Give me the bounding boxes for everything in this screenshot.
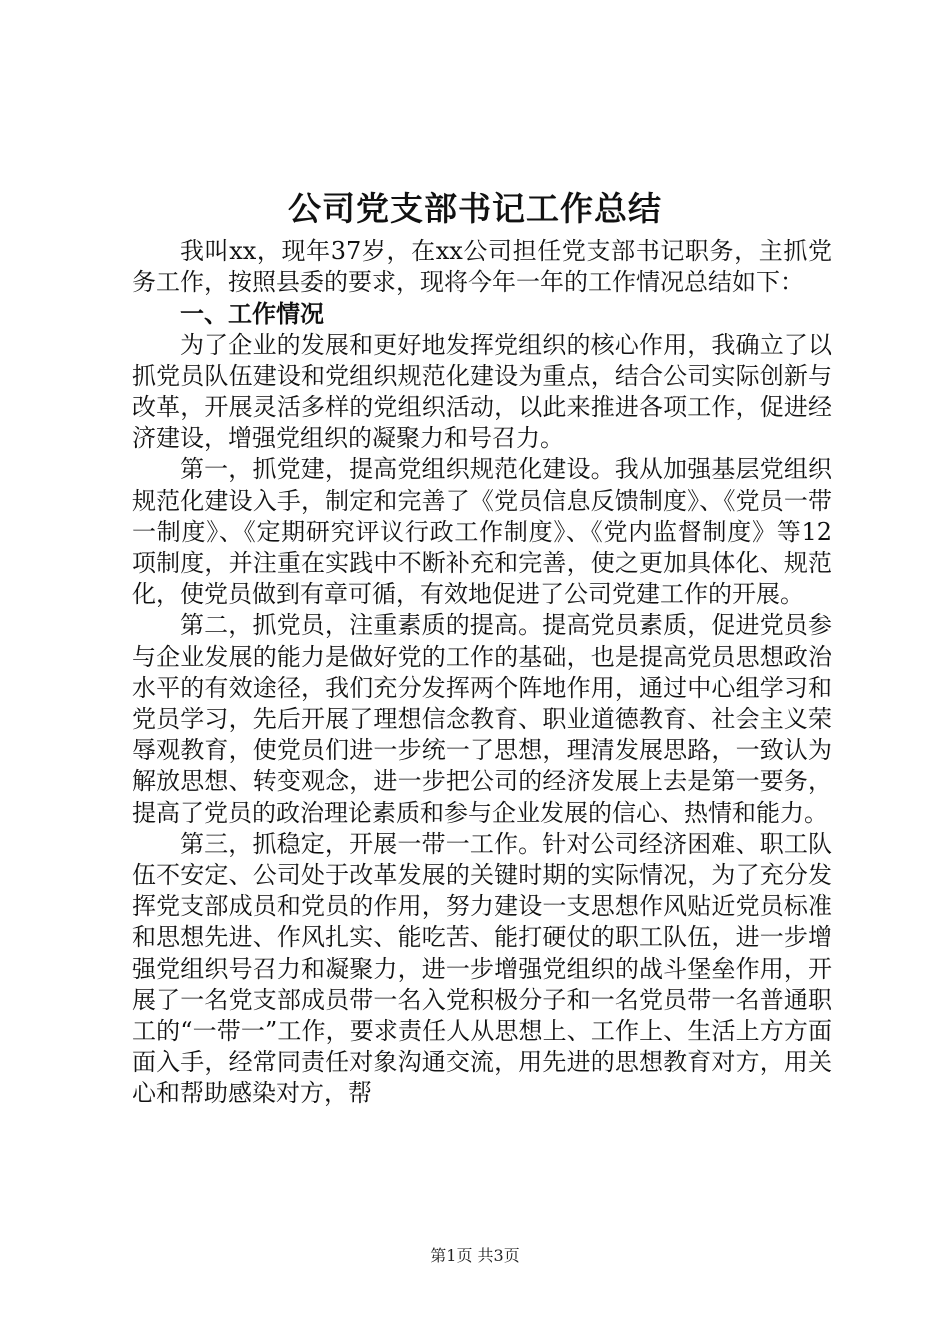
first-point-paragraph: 第一，抓党建，提高党组织规范化建设。我从加强基层党组织规范化建设入手，制定和完善了《党员信息反馈制度》、《党员一带一制度》、《定期研究评议行政工作制度》、《党内监督制度》等12项制度，并注重在实践中不断补充和完善，使之更加具体化、规范化，使党员做到有章可循，有效地促进了公司党建工作的开展。	[132, 455, 832, 609]
page-number-footer: 第1页 共3页	[430, 1246, 520, 1265]
third-point-paragraph: 第三，抓稳定，开展一带一工作。针对公司经济困难、职工队伍不安定、公司处于改革发展的关键时期的实际情况，为了充分发挥党支部成员和党员的作用，努力建设一支思想作风贴近党员标准和思想先进、作风扎实、能吃苦、能打硬仗的职工队伍，进一步增强党组织号召力和凝聚力，进一步增强党组织的战斗堡垒作用，开展了一名党支部成员带一名入党积极分子和一名党员带一名普通职工的“一带一”工作，要求责任人从思想上、工作上、生活上方方面面入手，经常同责任对象沟通交流，用先进的思想教育对方，用关心和帮助感染对方，帮	[132, 829, 832, 1108]
document-body	[132, 236, 832, 1110]
section-heading: 一、工作情况	[180, 299, 324, 329]
overview-paragraph: 为了企业的发展和更好地发挥党组织的核心作用，我确立了以抓党员队伍建设和党组织规范化建设为重点，结合公司实际创新与改革，开展灵活多样的党组织活动，以此来推进各项工作，促进经济建设，增强党组织的凝聚力和号召力。	[132, 330, 832, 453]
second-point-paragraph: 第二，抓党员，注重素质的提高。提高党员素质，促进党员参与企业发展的能力是做好党的工作的基础，也是提高党员思想政治水平的有效途径，我们充分发挥两个阵地作用，通过中心组学习和党员学习，先后开展了理想信念教育、职业道德教育、社会主义荣辱观教育，使党员们进一步统一了思想，理清发展思路，一致认为解放思想、转变观念，进一步把公司的经济发展上去是第一要务，提高了党员的政治理论素质和参与企业发展的信心、热情和能力。	[132, 611, 832, 827]
document-title: 公司党支部书记工作总结	[288, 189, 662, 228]
intro-paragraph: 我叫xx，现年37岁，在xx公司担任党支部书记职务，主抓党务工作，按照县委的要求，现将今年一年的工作情况总结如下：	[132, 237, 832, 297]
